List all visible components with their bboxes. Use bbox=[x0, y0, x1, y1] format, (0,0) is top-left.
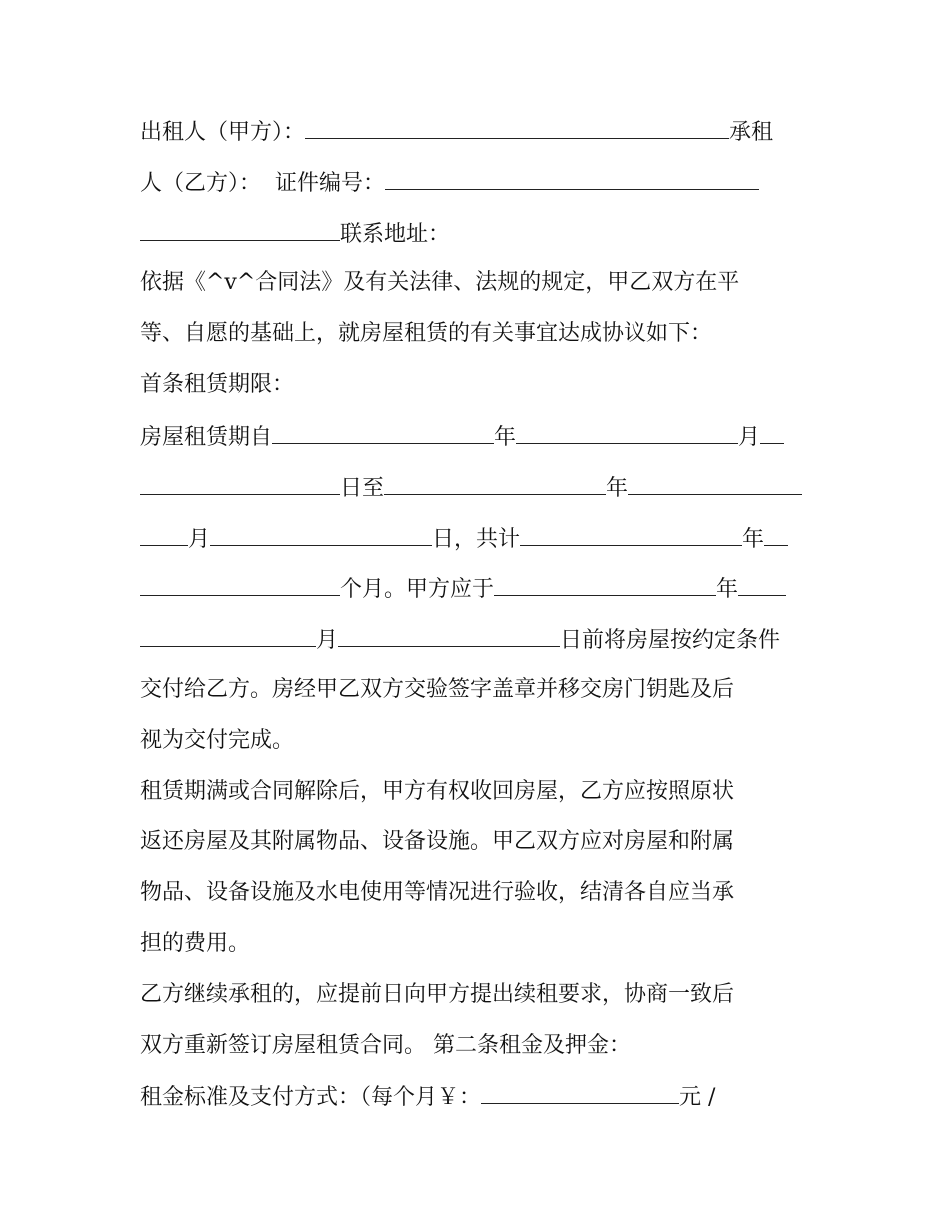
rent-amount-blank[interactable] bbox=[481, 1079, 679, 1104]
delivery-date-line bbox=[140, 571, 786, 605]
delivery-text-2: 视为交付完成。 bbox=[140, 728, 295, 753]
delivery-year-blank[interactable] bbox=[494, 571, 716, 596]
id-label: 证件编号： bbox=[275, 171, 386, 196]
lessor-label: 出租人（甲方）： bbox=[140, 120, 306, 145]
end-year-blank[interactable] bbox=[384, 470, 606, 495]
start-day-blank-cont[interactable] bbox=[140, 470, 340, 495]
rent-suffix: 元 / bbox=[679, 1085, 716, 1110]
day-total-label: 日，共计 bbox=[432, 527, 521, 552]
renew-text-2: 双方重新签订房屋租赁合同。 第二条租金及押金： bbox=[140, 1033, 631, 1058]
delivery-text-1: 交付给乙方。房经甲乙双方交验签字盖章并移交房门钥匙及后 bbox=[140, 677, 735, 702]
before-delivery-label: 日前将房屋按约定条件 bbox=[560, 628, 781, 653]
lessor-name-blank[interactable] bbox=[305, 114, 729, 139]
term-start-prefix: 房屋租赁期自 bbox=[140, 425, 273, 450]
months-landlord-label: 个月。甲方应于 bbox=[340, 577, 495, 602]
total-year-blank[interactable] bbox=[520, 521, 742, 546]
lessee-label-part1: 承租 bbox=[729, 120, 774, 145]
end-month-blank-cont[interactable] bbox=[140, 521, 188, 546]
address-label: 联系地址： bbox=[340, 222, 451, 247]
year-label: 年 bbox=[494, 425, 517, 450]
start-year-blank[interactable] bbox=[272, 419, 494, 444]
start-day-blank[interactable] bbox=[760, 419, 784, 444]
term-end-line bbox=[140, 470, 802, 504]
month-label: 月 bbox=[738, 425, 761, 450]
rent-prefix: 租金标准及支付方式：（每个月￥： bbox=[140, 1085, 482, 1110]
expiry-text-4: 担的费用。 bbox=[140, 931, 251, 956]
delivery-day-line bbox=[140, 622, 780, 656]
day-to-label: 日至 bbox=[340, 476, 385, 501]
year-label: 年 bbox=[742, 527, 765, 552]
renew-text-1: 乙方继续承租的，应提前日向甲方提出续租要求，协商一致后 bbox=[140, 982, 735, 1007]
expiry-text-2: 返还房屋及其附属物品、设备设施。甲乙双方应对房屋和附属 bbox=[140, 829, 735, 854]
end-day-blank[interactable] bbox=[210, 521, 432, 546]
total-month-blank[interactable] bbox=[764, 521, 788, 546]
article1-title: 首条租赁期限： bbox=[140, 372, 295, 397]
rent-line bbox=[140, 1079, 715, 1113]
lessee-name-blank[interactable] bbox=[140, 216, 340, 241]
lessee-line bbox=[140, 165, 759, 199]
delivery-day-blank[interactable] bbox=[338, 622, 560, 647]
address-line bbox=[140, 216, 450, 250]
intro-line-2: 等、自愿的基础上，就房屋租赁的有关事宜达成协议如下： bbox=[140, 321, 713, 346]
term-start-line bbox=[140, 419, 784, 453]
year-label: 年 bbox=[716, 577, 739, 602]
lessee-label-part2: 人（乙方）： bbox=[140, 171, 262, 196]
expiry-text-1: 租赁期满或合同解除后，甲方有权收回房屋，乙方应按照原状 bbox=[140, 779, 735, 804]
id-number-blank[interactable] bbox=[385, 165, 759, 190]
end-month-blank[interactable] bbox=[628, 470, 802, 495]
start-month-blank[interactable] bbox=[516, 419, 738, 444]
month-label: 月 bbox=[188, 527, 211, 552]
delivery-month-blank[interactable] bbox=[738, 571, 786, 596]
term-total-line bbox=[140, 521, 788, 555]
delivery-month-blank-cont[interactable] bbox=[140, 622, 316, 647]
intro-line-1: 依据《^v^合同法》及有关法律、法规的规定，甲乙双方在平 bbox=[140, 270, 740, 295]
month-label: 月 bbox=[316, 628, 339, 653]
total-month-blank-cont[interactable] bbox=[140, 571, 340, 596]
expiry-text-3: 物品、设备设施及水电使用等情况进行验收，结清各自应当承 bbox=[140, 880, 735, 905]
year-label: 年 bbox=[606, 476, 629, 501]
lessor-line bbox=[140, 114, 773, 148]
